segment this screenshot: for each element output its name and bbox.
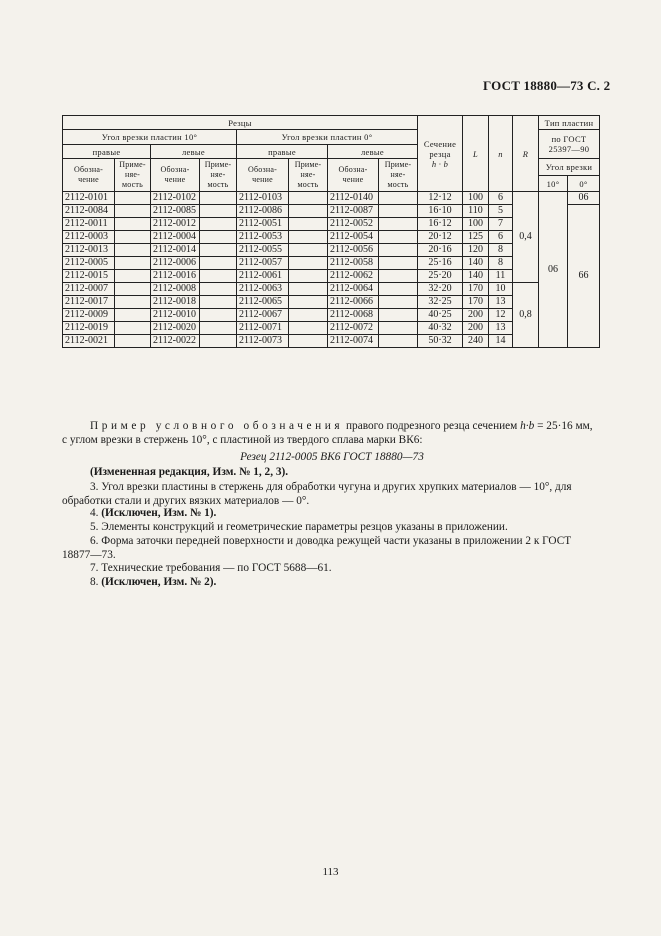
n-cell: 8 [489,244,513,257]
item-8: 8. (Исключен, Изм. № 2). [90,576,217,588]
header-left-0: левые [328,145,418,159]
left-10-applicability [200,296,237,309]
left-10-designation: 2112-0014 [151,244,200,257]
right-10-applicability [115,309,151,322]
item-6: 6. Форма заточки передней поверхности и доводка режущей части указаны в приложении 2 к ГОСТ 18877—73. [62,535,572,561]
header-applicability: Приме- няе- мость [289,159,328,192]
left-10-applicability [200,283,237,296]
left-0-designation: 2112-0054 [328,231,379,244]
right-0-applicability [289,309,328,322]
header-angle-10-deg: 10° [539,176,568,192]
right-10-applicability [115,244,151,257]
left-0-designation: 2112-0066 [328,296,379,309]
left-0-applicability [379,335,418,348]
right-10-applicability [115,283,151,296]
right-10-applicability [115,218,151,231]
right-0-designation: 2112-0051 [237,218,289,231]
header-designation: Обозна- чение [63,159,115,192]
left-10-applicability [200,309,237,322]
right-0-designation: 2112-0061 [237,270,289,283]
left-0-designation: 2112-0058 [328,257,379,270]
right-0-applicability [289,231,328,244]
left-10-applicability [200,218,237,231]
right-10-designation: 2112-0019 [63,322,115,335]
table-row [63,192,600,205]
left-10-designation: 2112-0102 [151,192,200,205]
header-angle-0-deg: 0° [568,176,600,192]
right-0-designation: 2112-0065 [237,296,289,309]
right-0-applicability [289,296,328,309]
header-insert-angle: Угол врезки [539,159,600,176]
right-0-applicability [289,257,328,270]
right-0-designation: 2112-0057 [237,257,289,270]
length-cell: 200 [463,322,489,335]
left-0-applicability [379,322,418,335]
header-designation: Обозна- чение [151,159,200,192]
left-0-applicability [379,296,418,309]
right-10-applicability [115,257,151,270]
right-0-designation: 2112-0103 [237,192,289,205]
n-cell: 7 [489,218,513,231]
plate-type-10-cell: 06 [539,192,568,348]
right-10-designation: 2112-0005 [63,257,115,270]
n-cell: 13 [489,296,513,309]
right-0-applicability [289,283,328,296]
item-7: 7. Технические требования — по ГОСТ 5688—61. [90,562,332,574]
left-10-designation: 2112-0085 [151,205,200,218]
n-cell: 13 [489,322,513,335]
header-plate-type: Тип пластин [539,116,600,130]
length-cell: 100 [463,192,489,205]
length-cell: 170 [463,296,489,309]
section-cell: 50·32 [418,335,463,348]
left-10-applicability [200,270,237,283]
right-10-applicability [115,231,151,244]
right-10-applicability [115,205,151,218]
left-0-designation: 2112-0068 [328,309,379,322]
edition-note: (Измененная редакция, Изм. № 1, 2, 3). [90,466,289,478]
section-cell: 40·25 [418,309,463,322]
length-cell: 140 [463,270,489,283]
section-cell: 20·16 [418,244,463,257]
header-cutters: Резцы [63,116,418,130]
header-angle-0: Угол врезки пластин 0° [237,130,418,145]
right-10-applicability [115,270,151,283]
n-cell: 12 [489,309,513,322]
item-5: 5. Элементы конструкций и геометрические параметры резцов указаны в приложении. [90,521,508,533]
right-10-designation: 2112-0007 [63,283,115,296]
section-cell: 16·10 [418,205,463,218]
left-10-applicability [200,335,237,348]
right-0-designation: 2112-0055 [237,244,289,257]
item-4: 4. (Исключен, Изм. № 1). [90,507,217,519]
left-0-designation: 2112-0064 [328,283,379,296]
designation-example: Резец 2112-0005 ВК6 ГОСТ 18880—73 [240,451,424,463]
left-10-applicability [200,205,237,218]
header-designation: Обозна- чение [237,159,289,192]
length-cell: 170 [463,283,489,296]
right-0-designation: 2112-0063 [237,283,289,296]
left-10-designation: 2112-0022 [151,335,200,348]
right-10-designation: 2112-0101 [63,192,115,205]
left-0-applicability [379,244,418,257]
left-10-designation: 2112-0018 [151,296,200,309]
left-10-designation: 2112-0012 [151,218,200,231]
header-n: n [489,116,513,192]
n-cell: 8 [489,257,513,270]
n-cell: 6 [489,231,513,244]
right-10-designation: 2112-0009 [63,309,115,322]
right-10-designation: 2112-0011 [63,218,115,231]
right-0-applicability [289,192,328,205]
length-cell: 100 [463,218,489,231]
right-0-applicability [289,322,328,335]
header-section: Сечение резца h · b [418,116,463,192]
left-0-designation: 2112-0062 [328,270,379,283]
header-applicability: Приме- няе- мость [200,159,237,192]
left-0-applicability [379,231,418,244]
left-0-applicability [379,192,418,205]
left-10-applicability [200,192,237,205]
left-10-designation: 2112-0016 [151,270,200,283]
header-designation: Обозна- чение [328,159,379,192]
section-cell: 32·20 [418,283,463,296]
right-10-applicability [115,335,151,348]
left-10-applicability [200,244,237,257]
length-cell: 200 [463,309,489,322]
left-10-designation: 2112-0008 [151,283,200,296]
length-cell: 240 [463,335,489,348]
right-10-designation: 2112-0021 [63,335,115,348]
right-0-applicability [289,270,328,283]
right-10-applicability [115,296,151,309]
left-0-applicability [379,257,418,270]
header-R: R [513,116,539,192]
n-cell: 5 [489,205,513,218]
section-cell: 32·25 [418,296,463,309]
right-10-designation: 2112-0084 [63,205,115,218]
left-0-applicability [379,283,418,296]
section-cell: 25·20 [418,270,463,283]
left-0-designation: 2112-0056 [328,244,379,257]
document-header: ГОСТ 18880—73 С. 2 [483,78,611,93]
right-0-designation: 2112-0053 [237,231,289,244]
right-0-applicability [289,218,328,231]
header-L: L [463,116,489,192]
length-cell: 140 [463,257,489,270]
example-paragraph: Пример условного обозначения правого подрезного резца сечением h·b = 25·16 мм, с углом врезки в стержень 10°, с пластиной из твердого сплава марки ВК6: [62,420,593,446]
right-0-applicability [289,205,328,218]
header-right-10: правые [63,145,151,159]
right-0-applicability [289,335,328,348]
header-right-0: правые [237,145,328,159]
right-0-designation: 2112-0067 [237,309,289,322]
left-10-designation: 2112-0006 [151,257,200,270]
header-applicability: Приме- няе- мость [115,159,151,192]
right-10-designation: 2112-0003 [63,231,115,244]
length-cell: 110 [463,205,489,218]
left-0-applicability [379,205,418,218]
right-0-designation: 2112-0086 [237,205,289,218]
cutters-table [62,115,600,348]
R-cell: 0,8 [513,283,539,348]
right-10-designation: 2112-0017 [63,296,115,309]
right-10-designation: 2112-0013 [63,244,115,257]
page-number: 113 [322,866,339,878]
n-cell: 6 [489,192,513,205]
left-10-applicability [200,231,237,244]
n-cell: 11 [489,270,513,283]
table-row [63,283,600,296]
R-cell: 0,4 [513,192,539,283]
section-cell: 40·32 [418,322,463,335]
left-10-applicability [200,257,237,270]
section-cell: 20·12 [418,231,463,244]
left-0-designation: 2112-0074 [328,335,379,348]
left-10-designation: 2112-0020 [151,322,200,335]
left-10-designation: 2112-0004 [151,231,200,244]
length-cell: 120 [463,244,489,257]
header-plate-gost: по ГОСТ 25397—90 [539,130,600,159]
right-10-applicability [115,192,151,205]
left-10-applicability [200,322,237,335]
n-cell: 14 [489,335,513,348]
header-left-10: левые [151,145,237,159]
n-cell: 10 [489,283,513,296]
left-0-designation: 2112-0140 [328,192,379,205]
length-cell: 125 [463,231,489,244]
section-cell: 16·12 [418,218,463,231]
right-0-designation: 2112-0071 [237,322,289,335]
right-10-applicability [115,322,151,335]
section-cell: 12·12 [418,192,463,205]
item-3: 3. Угол врезки пластины в стержень для обработки чугуна и других хрупких материалов — 10°, для обработки стали и других вязких материалов — 0°. [62,481,572,507]
plate-type-0-cell: 66 [568,205,600,348]
left-0-designation: 2112-0087 [328,205,379,218]
right-0-designation: 2112-0073 [237,335,289,348]
section-cell: 25·16 [418,257,463,270]
header-applicability: Приме- няе- мость [379,159,418,192]
left-10-designation: 2112-0010 [151,309,200,322]
right-0-applicability [289,244,328,257]
left-0-applicability [379,309,418,322]
left-0-applicability [379,218,418,231]
left-0-designation: 2112-0052 [328,218,379,231]
header-angle-10: Угол врезки пластин 10° [63,130,237,145]
left-0-designation: 2112-0072 [328,322,379,335]
plate-type-0-cell: 06 [568,192,600,205]
left-0-applicability [379,270,418,283]
right-10-designation: 2112-0015 [63,270,115,283]
